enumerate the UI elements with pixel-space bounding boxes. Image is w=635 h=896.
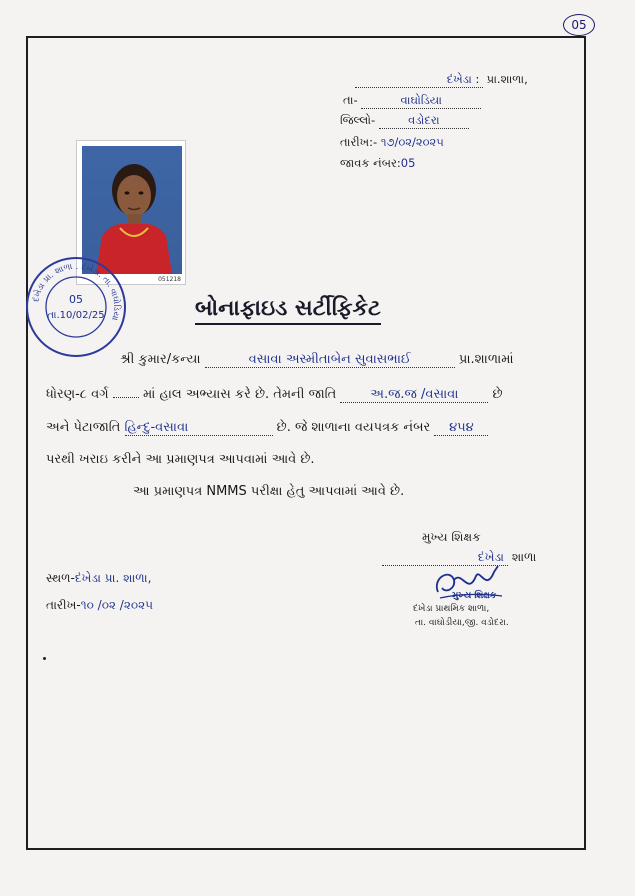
body-line-2: [46, 387, 503, 403]
body-l1-prefix: શ્રી કુમાર/કન્યા: [120, 352, 201, 367]
student-name: વસાવા અસ્મીતાબેન સુવાસભાઈ: [248, 352, 411, 367]
stamp-number: 05: [69, 293, 83, 306]
body-l3-mid: છે. જે શાળાના વયપત્રક નંબર: [276, 420, 431, 435]
stamp-ring-text: દંખેડા પ્રા. શાળા . દંખેડા. તા. વાઘોડિયા: [31, 261, 122, 322]
register-number: ૪૫૪: [449, 420, 474, 435]
header-taluka-line: [343, 93, 481, 109]
header-school-name: દંખેડા: [446, 72, 472, 86]
header-district-value: વડોદરા: [408, 113, 440, 127]
photo-code: 051218: [158, 276, 181, 283]
ink-dot: [43, 657, 46, 660]
body-line-4: પરથી ખરાઇ કરીને આ પ્રમાણપત્ર આપવામાં આવે છે.: [46, 452, 315, 467]
signatory-stamp-line2: તા. વાઘોડીયા,જી. વડોદરા.: [415, 618, 509, 628]
header-date-line: [340, 135, 444, 150]
stamp-date: તા.10/02/25: [47, 310, 105, 321]
header-date-label: તારીખ:-: [340, 135, 378, 149]
signatory-stamp-line1: દંખેડા પ્રાથમિક શાળા,: [413, 604, 490, 614]
header-taluka-value: વાઘોડિયા: [400, 93, 442, 107]
header-taluka-label: તા-: [343, 93, 358, 107]
certificate-title: બોનાફાઇડ સર્ટીફિકેટ: [195, 296, 381, 325]
date-value: ૧૦ /૦૨ /૨૦૨૫: [80, 598, 154, 612]
header-school-line: દંખેડા : પ્રા.શાળા,: [355, 72, 528, 88]
signatory-school-value: દંખેડા: [477, 550, 504, 564]
body-line-3: [46, 420, 488, 436]
subcaste-value: હિન્દુ-વસાવા: [124, 420, 189, 435]
page-number: 05: [563, 14, 595, 36]
body-l2-mid: માં હાલ અભ્યાસ કરે છે. તેમની જાતિ: [142, 387, 337, 402]
date-label: તારીખ-: [46, 598, 81, 612]
header-outward-label: જાવક નંબર:: [340, 156, 401, 170]
place-label: સ્થળ-: [46, 571, 75, 585]
signatory-school-suffix: શાળા: [511, 550, 537, 564]
date-line: [46, 598, 153, 613]
signatory-stamp-title: મુખ્ય શિક્ષક: [452, 591, 497, 601]
body-l3-prefix: અને પેટાજાતિ: [46, 420, 121, 435]
header-outward-value: 05: [400, 156, 416, 170]
header-district-line: [340, 113, 469, 129]
caste-value: અ.જ.જ /વસાવા: [370, 387, 459, 402]
header-district-label: જિલ્લો-: [340, 113, 376, 127]
place-value: દંખેડા પ્રા. શાળા,: [74, 571, 152, 585]
school-stamp: [24, 255, 128, 359]
body-line-5: આ પ્રમાણપત્ર NMMS પરીક્ષા હેતુ આપવામાં આવે છે.: [133, 484, 405, 499]
body-line-1: [120, 352, 514, 368]
body-l2-prefix: ધોરણ-૮ વર્ગ: [46, 387, 109, 402]
signatory-title: મુખ્ય શિક્ષક: [422, 530, 481, 544]
header-outward-line: [340, 156, 415, 171]
place-line: [46, 571, 151, 586]
header-date-value: ૧૭/૦૨/૨૦૨૫: [380, 135, 444, 149]
body-l1-suffix: પ્રા.શાળામાં: [458, 352, 514, 367]
body-l2-end: છે: [492, 387, 503, 402]
header-school-suffix: પ્રા.શાળા,: [486, 72, 528, 86]
